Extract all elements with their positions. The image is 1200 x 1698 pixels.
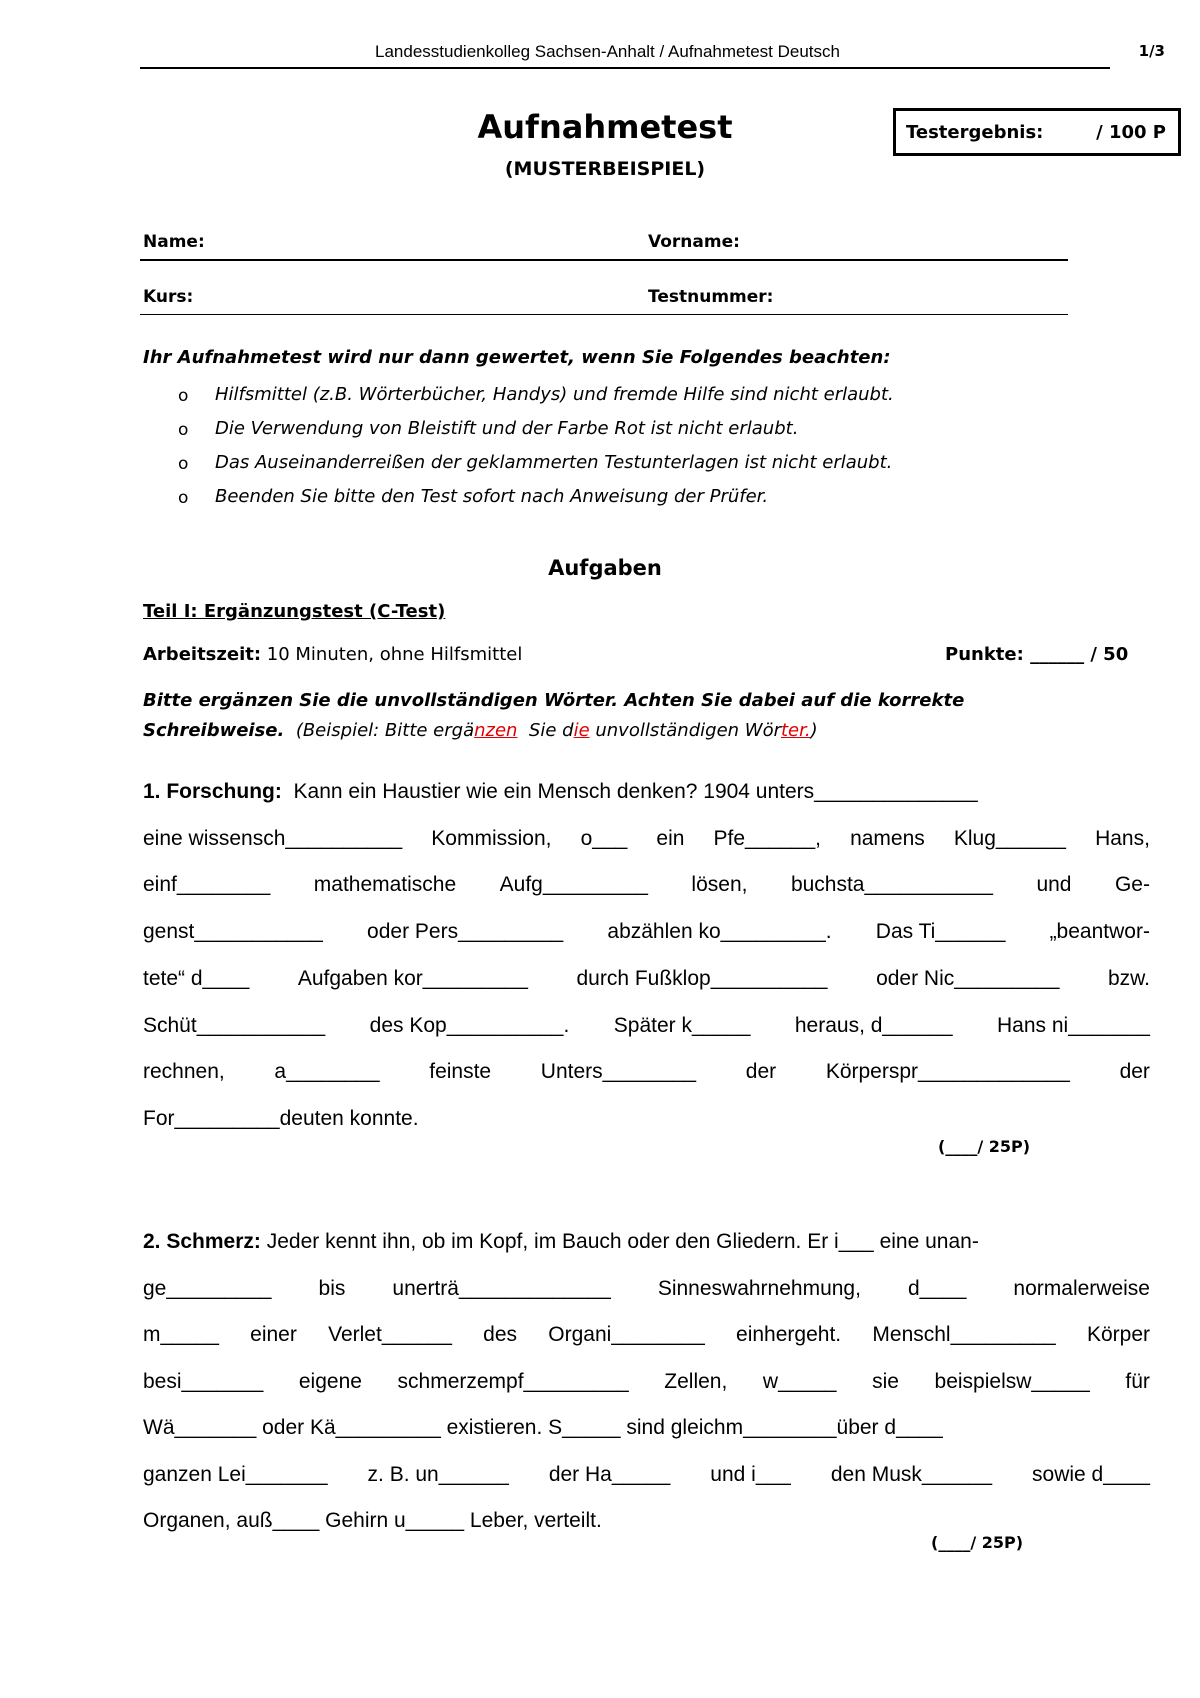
text-segment: m_____ xyxy=(143,1323,219,1346)
text-segment: bis xyxy=(318,1276,346,1300)
page-number: 1/3 xyxy=(1138,42,1165,60)
bullet-icon: o xyxy=(178,454,189,474)
text-segment: Das Ti______ xyxy=(875,920,1006,944)
text-segment: Körper xyxy=(1086,1323,1150,1346)
text-segment: Hans ni_______ xyxy=(996,1013,1150,1037)
working-time: Arbeitszeit: 10 Minuten, ohne Hilfsmittel xyxy=(143,644,523,665)
bullet-icon: o xyxy=(178,488,189,508)
text-segment: Unters________ xyxy=(540,1060,697,1084)
text-segment: Menschl_________ xyxy=(872,1323,1056,1346)
text-segment: sie xyxy=(872,1369,899,1393)
header-text: Landesstudienkolleg Sachsen-Anhalt / Aufnahmetest Deutsch xyxy=(375,42,840,61)
page-header xyxy=(140,40,1165,68)
text-segment: und i___ xyxy=(710,1462,791,1486)
text-line xyxy=(143,920,1150,950)
text-segment: Schüt___________ xyxy=(143,1013,326,1037)
text-segment: Ge- xyxy=(1114,873,1150,897)
text-line xyxy=(143,1463,1150,1493)
text-segment: einer xyxy=(250,1323,297,1346)
text-segment: z. B. un______ xyxy=(367,1462,509,1486)
text-segment: a________ xyxy=(274,1060,380,1084)
text-line xyxy=(143,1107,1150,1137)
example-text: (Beispiel: Bitte ergänzen Sie die unvollständigen Wörter.) xyxy=(295,720,818,741)
text-segment: ganzen Lei_______ xyxy=(143,1462,328,1486)
kurs-line xyxy=(140,314,1068,315)
text-segment: feinste xyxy=(429,1060,492,1084)
text-segment: eine wissensch__________ xyxy=(143,826,403,850)
text-segment: namens xyxy=(850,826,925,850)
text-segment: lösen, xyxy=(691,873,748,897)
text-segment: für xyxy=(1125,1369,1150,1393)
score-value: / 100 P xyxy=(1096,122,1166,143)
text-segment: heraus, d______ xyxy=(794,1013,953,1037)
rule-item: o Hilfsmittel (z.B. Wörterbücher, Handys) und fremde Hilfe sind nicht erlaubt. xyxy=(178,384,894,406)
document-subtitle: (MUSTERBEISPIEL) xyxy=(504,158,706,180)
text-segment: For_________deuten konnte. xyxy=(143,1106,419,1130)
rule-item: o Das Auseinanderreißen der geklammerten Testunterlagen ist nicht erlaubt. xyxy=(178,452,893,474)
text-segment: abzählen ko_________. xyxy=(607,920,832,944)
text-segment: einf________ xyxy=(143,873,271,897)
text-segment: Kommission, xyxy=(431,826,552,850)
text-segment: genst___________ xyxy=(143,920,323,944)
text-segment: d____ xyxy=(907,1276,967,1300)
text-segment: Hans, xyxy=(1095,826,1150,850)
name-line xyxy=(140,259,1068,261)
text-segment: der xyxy=(1119,1060,1150,1084)
document-title: Aufnahmetest xyxy=(477,108,733,146)
text-segment: der Ha_____ xyxy=(548,1462,671,1486)
text-segment: besi_______ xyxy=(143,1369,264,1393)
text-segment: Sinneswahrnehmung, xyxy=(657,1276,861,1300)
text-1-points: (____/ 25P) xyxy=(938,1137,1031,1156)
text-line: 2. Schmerz: Jeder kennt ihn, ob im Kopf, im Bauch oder den Gliedern. Er i___ eine unan- xyxy=(143,1230,979,1253)
text-segment: mathematische xyxy=(313,873,457,897)
text-line xyxy=(143,967,1150,997)
text-segment: „beantwor- xyxy=(1049,920,1150,944)
text-segment: des Kop__________. xyxy=(369,1013,570,1037)
text-segment: oder Nic_________ xyxy=(876,966,1060,990)
text-segment: Später k_____ xyxy=(613,1013,751,1037)
rule-item: o Beenden Sie bitte den Test sofort nach Anweisung der Prüfer. xyxy=(178,486,769,508)
text-segment: Aufg_________ xyxy=(499,873,648,897)
text-segment: normalerweise xyxy=(1013,1276,1150,1300)
text-segment: durch Fußklop__________ xyxy=(576,966,828,990)
task-instruction: Bitte ergänzen Sie die unvollständigen Wörter. Achten Sie dabei auf die korrekte Schreibweise. (Beispiel: Bitte ergänzen Sie die unvollständigen Wörter.) xyxy=(143,690,965,741)
text-segment: buchsta___________ xyxy=(790,873,993,897)
text-line xyxy=(143,827,1150,857)
name-field-label: Name: xyxy=(143,232,205,252)
text-segment: oder Pers_________ xyxy=(367,920,564,944)
vorname-field-label: Vorname: xyxy=(648,232,740,252)
rules-intro: Ihr Aufnahmetest wird nur dann gewertet, wenn Sie Folgendes beachten: xyxy=(143,347,891,368)
text-segment: Pfe______, xyxy=(713,826,821,850)
text-line xyxy=(143,1323,1150,1353)
text-segment: bzw. xyxy=(1107,966,1150,990)
text-segment: o___ xyxy=(580,826,628,850)
text-line xyxy=(143,1014,1150,1044)
kurs-field-label: Kurs: xyxy=(143,287,194,307)
text-segment: eigene xyxy=(298,1369,362,1393)
text-segment: Wä_______ oder Kä_________ existieren. S_____ sind gleichm________über d____ xyxy=(143,1416,943,1439)
text-segment: Körperspr_____________ xyxy=(825,1060,1070,1084)
text-segment: w_____ xyxy=(762,1369,837,1393)
bullet-icon: o xyxy=(178,420,189,440)
score-box xyxy=(893,108,1181,156)
text-line xyxy=(143,1370,1150,1400)
text-segment: ge_________ xyxy=(143,1276,272,1300)
text-segment: der xyxy=(745,1060,777,1084)
text-segment: Organen, auß____ Gehirn u_____ Leber, verteilt. xyxy=(143,1509,602,1532)
text-segment: unerträ_____________ xyxy=(392,1276,611,1300)
text-heading: 2. Schmerz: xyxy=(143,1230,261,1253)
text-segment: sowie d____ xyxy=(1032,1462,1150,1486)
text-segment: Zellen, xyxy=(664,1369,728,1393)
part-points: Punkte: ______ / 50 xyxy=(945,644,1129,665)
text-line xyxy=(143,873,1150,903)
text-segment: ein xyxy=(656,826,685,850)
header-rule xyxy=(140,67,1110,69)
text-segment: Organi________ xyxy=(548,1323,705,1346)
text-segment: und xyxy=(1036,873,1072,897)
testnummer-field-label: Testnummer: xyxy=(648,287,774,307)
rules-list xyxy=(175,384,894,520)
score-label: Testergebnis: xyxy=(906,122,1044,143)
text-segment: rechnen, xyxy=(143,1060,225,1084)
text-segment: Klug______ xyxy=(953,826,1066,850)
bullet-icon: o xyxy=(178,386,189,406)
text-segment: einhergeht. xyxy=(736,1323,842,1346)
ctest-text-2 xyxy=(143,1230,1150,1570)
ctest-text-1 xyxy=(143,780,1150,1180)
text-2-points: (____/ 25P) xyxy=(931,1533,1024,1552)
text-segment: den Musk______ xyxy=(830,1462,992,1486)
text-segment: tete“ d____ xyxy=(143,966,250,990)
text-segment: schmerzempf_________ xyxy=(397,1369,629,1393)
text-segment: Aufgaben kor_________ xyxy=(297,966,528,990)
text-segment: des xyxy=(483,1323,518,1346)
text-heading: 1. Forschung: xyxy=(143,780,282,803)
part-title: Teil I: Ergänzungstest (C-Test) xyxy=(143,601,446,622)
text-line: 1. Forschung: Kann ein Haustier wie ein Mensch denken? 1904 unters______________ xyxy=(143,780,978,803)
text-segment: beispielsw_____ xyxy=(934,1369,1090,1393)
text-line xyxy=(143,1416,1150,1446)
text-line xyxy=(143,1060,1150,1090)
section-title: Aufgaben xyxy=(548,556,662,580)
text-segment: Verlet______ xyxy=(328,1323,452,1346)
text-line xyxy=(143,1277,1150,1307)
rule-item: o Die Verwendung von Bleistift und der Farbe Rot ist nicht erlaubt. xyxy=(178,418,799,440)
